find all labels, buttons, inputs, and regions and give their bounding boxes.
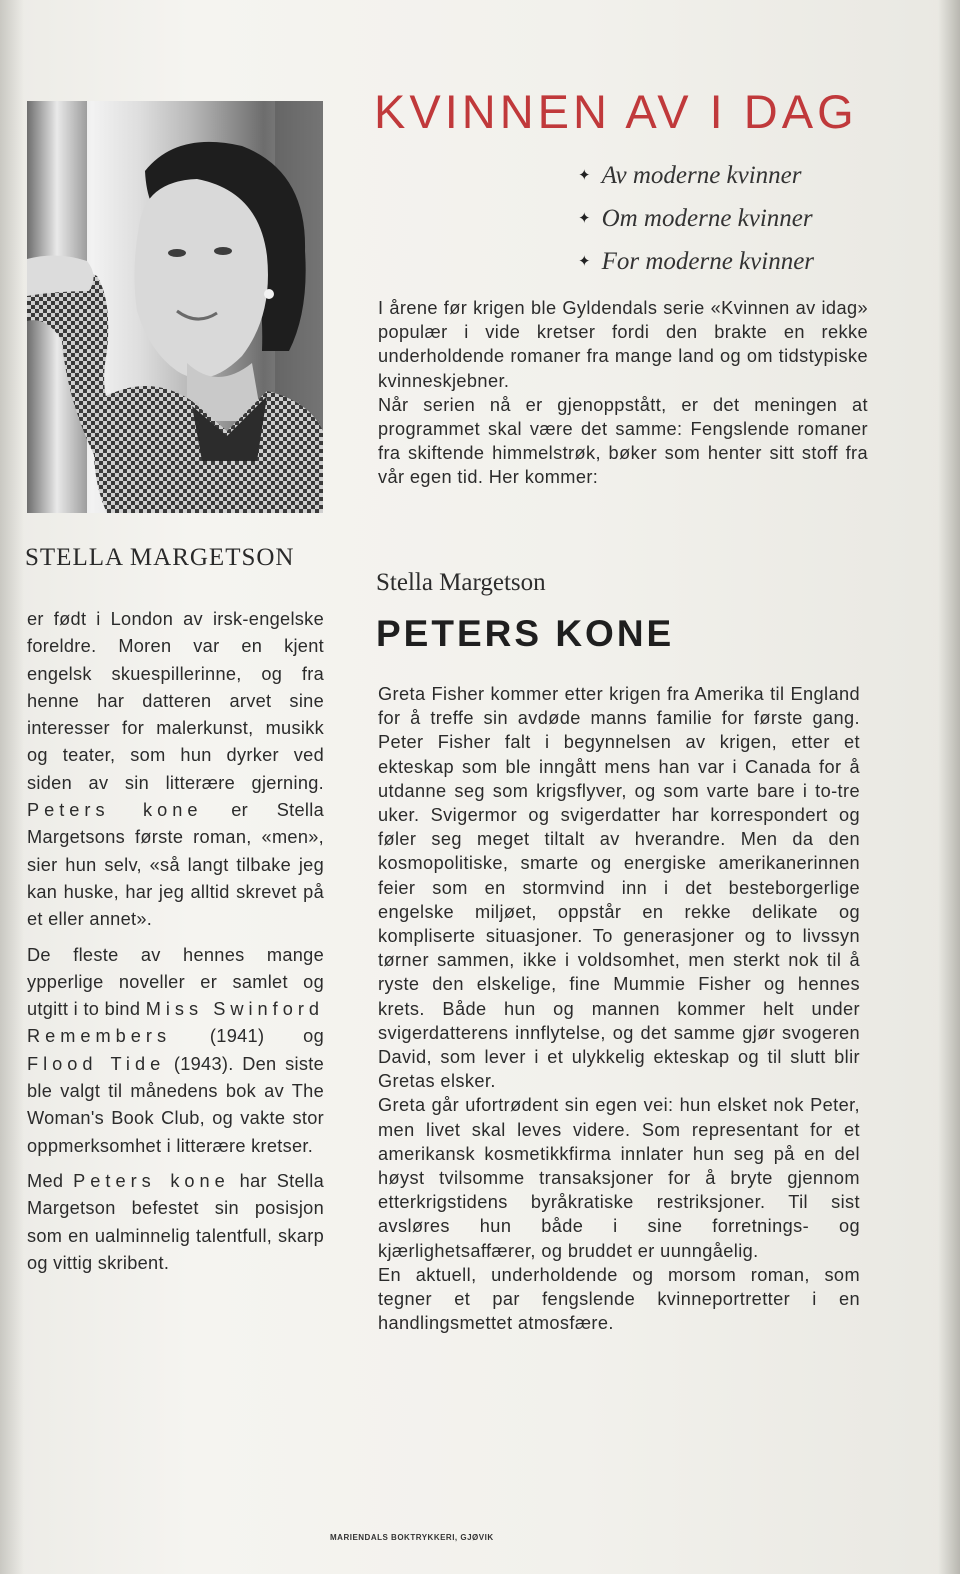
book-title-inline: Peters kone [27, 800, 203, 821]
bio-paragraph [27, 942, 324, 1160]
series-taglines [578, 154, 878, 283]
bio-text: Med [27, 1170, 64, 1191]
tagline-text: Av moderne kvinner [601, 161, 802, 189]
bio-paragraph [27, 1168, 324, 1277]
bio-text: De fleste av hennes mange ypperlige noveller er samlet og utgitt i to bind [27, 944, 324, 1020]
author-photo [27, 101, 323, 513]
book-title: PETERS KONE [376, 613, 675, 654]
blurb-paragraph: Greta går ufortrødent sin egen vei: hun elsket nok Peter, men livet skal leves videre. Som representant for et amerikansk kosmetikkfirma innlater hun seg på en del høyst tvilsomme transaksjoner for å bryte gjennom etterkrigstidens byråkratiske restriksjoner. Til sist avsløres hun både i sine forretnings- og kjærlighetsaffærer, og bruddet er uunngåelig. [378, 1095, 860, 1261]
blurb-paragraph: En aktuell, underholdende og morsom roman, som tegner et par fengslende kvinneportretter i en handlingsmettet atmosfære. [378, 1264, 860, 1334]
tagline-item [578, 240, 878, 283]
star-bullet-icon: ✦ [578, 211, 591, 227]
book-author: Stella Margetson [376, 569, 546, 596]
series-title: KVINNEN AV I DAG [374, 85, 858, 138]
star-bullet-icon: ✦ [578, 254, 591, 270]
star-bullet-icon: ✦ [578, 168, 591, 184]
tagline-item [578, 197, 878, 240]
intro-paragraph: I årene før krigen ble Gyldendals serie «Kvinnen av idag» populær i vide kretser fordi den brakte en rekke underholdende romaner fra mange land og om tidstypiske kvinneskjebner. [378, 298, 868, 391]
bio-text: har Stella Margetson befestet sin posisjon som en ualminnelig talentfull, skarp og vittig skribent. [27, 1170, 325, 1273]
intro-paragraph: Når serien nå er gjenoppstått, er det meningen at programmet skal være det samme: Fengslende romaner fra skiftende himmelstrøk, bøker som henter sitt stoff fra vår egen tid. Her kommer: [378, 394, 868, 488]
book-blurb [378, 682, 860, 1335]
bio-paragraph [27, 606, 324, 934]
book-title-inline: Miss Swinford Remembers [27, 999, 325, 1047]
bio-text: (1941) og [209, 1026, 324, 1047]
tagline-text: Om moderne kvinner [601, 204, 813, 232]
bio-text: er født i London av irsk-engelske foreldre. Moren var en kjent engelsk skuespillerinne, og fra henne har datteren arvet sine interesser for malerkunst, musikk og teater, som hun dyrker ved siden av sin litterære gjerning. [27, 609, 324, 793]
printer-imprint: MARIENDALS BOKTRYKKERI, GJØVIK [330, 1533, 494, 1542]
bio-text: (1943). Den siste ble valgt til månedens bok av The Woman's Book Club, og vakte stor oppmerksomhet i litterære kretser. [27, 1053, 324, 1156]
author-name-heading: STELLA MARGETSON [25, 544, 295, 571]
book-title-inline: Peters kone [73, 1170, 230, 1191]
series-introduction [378, 296, 868, 490]
blurb-paragraph: Greta Fisher kommer etter krigen fra Amerika til England for å treffe sin avdøde manns familie for første gang. Peter Fisher falt i begynnelsen av krigen, etter et ekteskap som ble inngått mens han var i Canada for å utdanne seg som krigsflyver, og som varte bare i to-tre uker. Svigermor og svigerdatter har korrespondert og føler seg meget tiltalt av hverandre. Men da den kosmopolitiske, smarte og energiske amerikanerinnen feier som en stormvind inn i det besteborgerlige engelske miljøet, oppstår en rekke delikate og kompliserte situasjoner. To generasjoner og to livssyn tørner sammen, ikke i voldsomhet, men sterkt nok til å ryste den elskelige, fine Mummie Fisher og hennes krets. Både hun og mannen kommer helt under svigerdatterens innflytelse, og det samme gjør svogeren David, som lever i et ulykkelig ekteskap og til slutt blir Gretas elsker. [378, 684, 860, 1092]
bio-text: er Stella Margetsons første roman, «men», sier hun selv, «så langt tilbake jeg kan huske, har jeg alltid skrevet på et eller annet». [27, 800, 325, 930]
book-title-inline: Flood Tide [27, 1053, 166, 1074]
tagline-item [578, 154, 878, 197]
tagline-text: For moderne kvinner [601, 247, 815, 275]
author-biography [27, 606, 324, 1285]
